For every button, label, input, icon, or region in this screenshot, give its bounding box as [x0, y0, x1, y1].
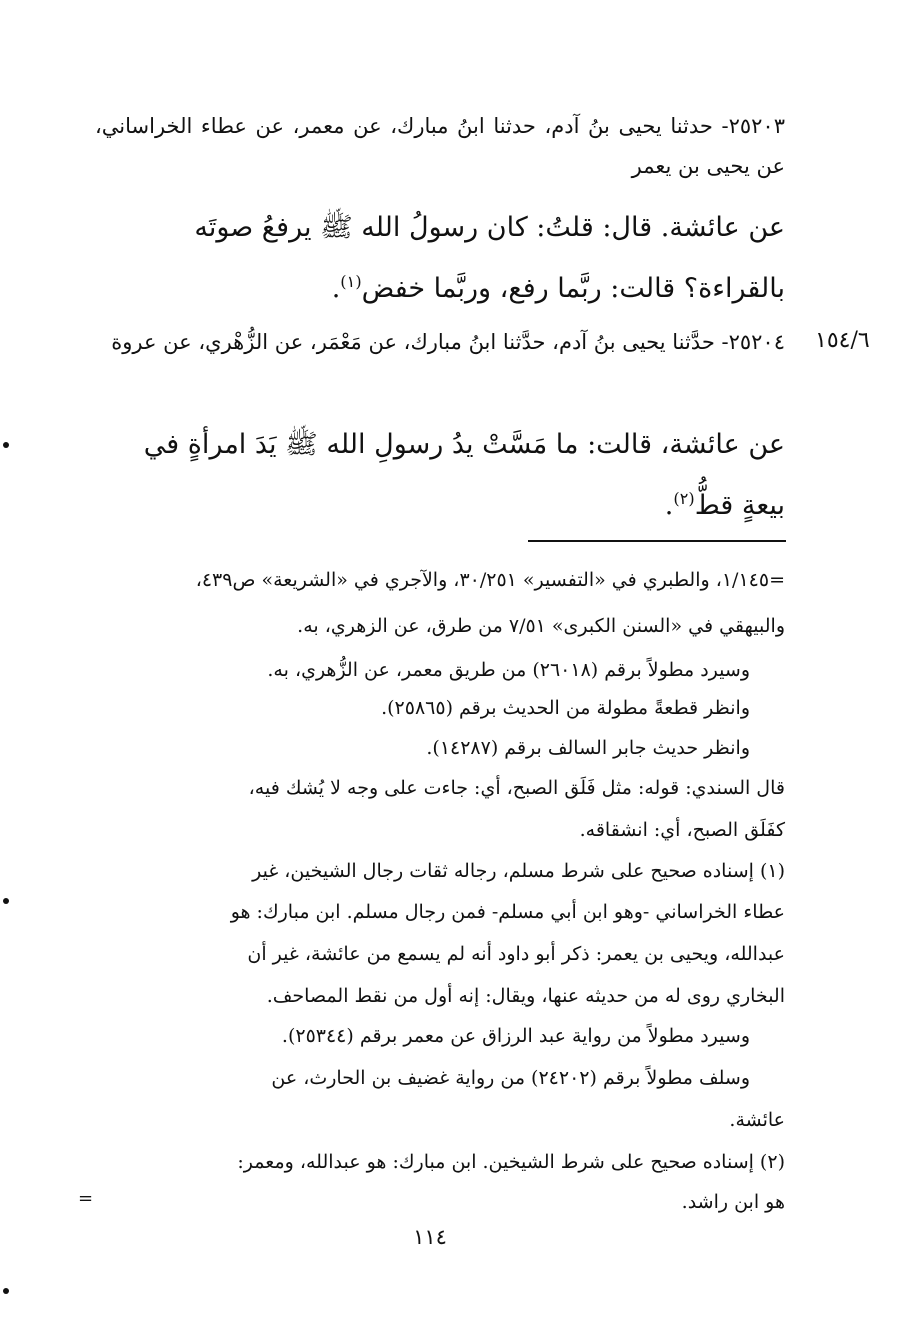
footnote-1-line: البخاري روى له من حديثه عنها، ويقال: إنه أول من نقط المصاحف.: [266, 985, 785, 1007]
footnote-2-line: هو ابن راشد.: [681, 1191, 785, 1213]
footnote-1-line: وسيرد مطولاً من رواية عبد الرزاق عن معمر برقم (٢٥٣٤٤).: [281, 1025, 750, 1047]
hadith-25204-matn-line-1: عن عائشة، قالت: ما مَسَّتْ يدُ رسولِ الله ﷺ يَدَ امرأةٍ في: [143, 429, 785, 460]
hadith-25203-chain: ٢٥٢٠٣- حدثنا يحيى بنُ آدم، حدثنا ابنُ مبارك، عن معمر، عن عطاء الخراساني، عن يحيى بن يعمر: [95, 114, 785, 178]
hadith-25204-matn-end: .: [664, 490, 674, 521]
hadith-25204-matn-text: بيعةٍ قطُّ: [694, 490, 785, 521]
page-number: ١١٤: [413, 1225, 447, 1249]
hadith-25203-matn-end: .: [331, 273, 341, 304]
footnote-1-line: عبدالله، ويحيى بن يعمر: ذكر أبو داود أنه لم يسمع من عائشة، غير أن: [247, 943, 785, 965]
footnote-line: قال السندي: قوله: مثل فَلَق الصبح، أي: جاءت على وجه لا يُشك فيه،: [248, 777, 785, 799]
hadith-25203-matn-line-1: عن عائشة. قال: قلتُ: كان رسولُ الله ﷺ يرفعُ صوتَه: [194, 212, 785, 243]
scan-mark: [3, 442, 9, 448]
hadith-25203-matn: [95, 201, 785, 316]
footnote-line: وسيرد مطولاً برقم (٢٦٠١٨) من طريق معمر، عن الزُّهري، به.: [267, 659, 750, 681]
footnote-1-line: عطاء الخراساني -وهو ابن أبي مسلم- فمن رجال مسلم. ابن مبارك: هو: [230, 901, 785, 923]
footnote-ref-1: (١): [340, 272, 362, 291]
footnote-line: كفَلَق الصبح، أي: انشقاقه.: [579, 819, 785, 841]
footnote-ref-2: (٢): [673, 489, 695, 508]
footnote-1-line: عائشة.: [729, 1109, 785, 1131]
hadith-25204-matn-line-2: [95, 472, 785, 533]
footnote-line: وانظر حديث جابر السالف برقم (١٤٢٨٧).: [426, 737, 750, 759]
footnote-line: وانظر قطعةً مطولة من الحديث برقم (٢٥٨٦٥).: [381, 697, 750, 719]
footnote-2-line: (٢) إسناده صحيح على شرط الشيخين. ابن مبارك: هو عبدالله، ومعمر:: [237, 1151, 785, 1173]
scan-mark: [3, 1288, 9, 1294]
footnote-1-line: (١) إسناده صحيح على شرط مسلم، رجاله ثقات رجال الشيخين، غير: [252, 860, 785, 882]
hadith-25203-matn-line-2: [95, 255, 785, 316]
footnote-separator: [528, 540, 786, 542]
scan-mark: [3, 898, 9, 904]
hadith-25203-matn-text: بالقراءة؟ قالت: ربَّما رفع، وربَّما خفض: [361, 273, 785, 304]
hadith-25204-matn: [95, 418, 785, 533]
continuation-marker: =: [78, 1188, 94, 1209]
margin-reference: ١٥٤/٦: [815, 328, 870, 353]
hadith-25204-chain: ٢٥٢٠٤- حدَّثنا يحيى بنُ آدم، حدَّثنا ابنُ مبارك، عن مَعْمَر، عن الزُّهْري، عن عروة: [111, 330, 785, 354]
footnote-1-line: وسلف مطولاً برقم (٢٤٢٠٢) من رواية غضيف بن الحارث، عن: [271, 1067, 750, 1089]
footnote-line: والبيهقي في «السنن الكبرى» ٧/٥١ من طرق، عن الزهري، به.: [297, 615, 785, 637]
footnote-line: =١/١٤٥، والطبري في «التفسير» ٣٠/٢٥١، والآجري في «الشريعة» ص٤٣٩،: [195, 569, 785, 591]
